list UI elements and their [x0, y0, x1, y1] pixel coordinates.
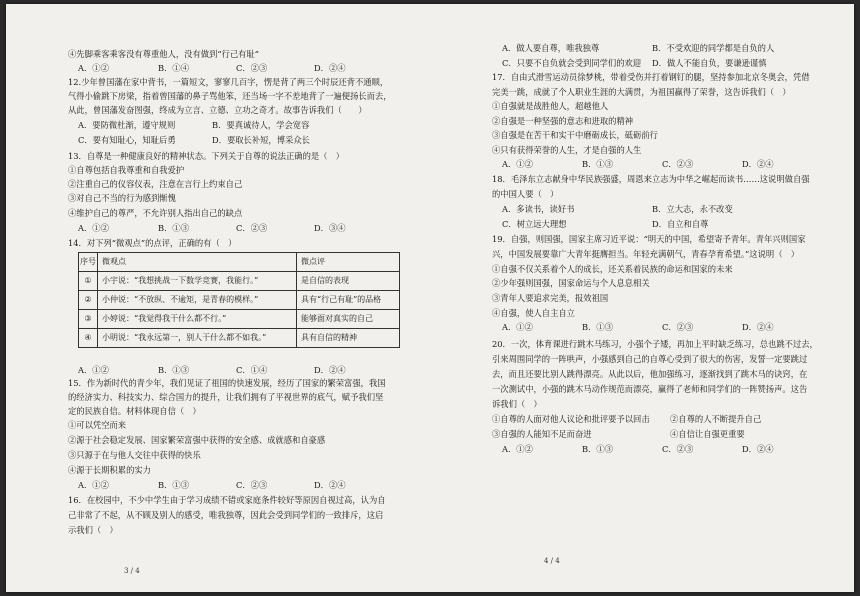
- q17-option-b: B．①③: [582, 159, 613, 169]
- q13-option-c: C．②③: [236, 223, 268, 233]
- table-cell: 是自信的表现: [297, 272, 400, 291]
- q16-line-1: 16．在校园中，不少中学生由于学习成绩不错或家庭条件较好等原因自视过高，认为自: [68, 495, 386, 505]
- q15-line-2: 的经济实力、科技实力、综合国力的提升，让我们拥有了平视世界的底气，赋予我们坚: [68, 392, 384, 402]
- q13-item-2: ②注重自己的仪容仪表，注意在言行上约束自己: [68, 179, 243, 189]
- table-header: 微观点: [98, 253, 297, 272]
- q20-line-1: 20．一次，体育课进行跳木马练习，小强个子矮，再加上平时缺乏练习，总也跳不过去，: [492, 339, 818, 349]
- q20-item-1: ①自尊的人面对他人议论和批评要予以回击: [492, 414, 650, 424]
- q11-option-d: D．②④: [314, 63, 346, 73]
- q19-item-3: ③青年人要追求完美，报效祖国: [492, 293, 609, 303]
- table-row: [79, 272, 400, 291]
- q11-option-a: A．①②: [78, 63, 109, 73]
- table-header: 微点评: [297, 253, 400, 272]
- q13-option-a: A．①②: [78, 223, 109, 233]
- q11-option-b: B．①④: [158, 63, 189, 73]
- q12-option-a: A．要防微杜渐，遵守规则: [78, 120, 176, 130]
- q11-option-c: C．②③: [236, 63, 268, 73]
- table-cell: 小仲说：“不放纵、不逾矩，是青春的模样。”: [98, 291, 297, 310]
- q16-option-b: B．不受欢迎的同学都是自负的人: [652, 43, 775, 53]
- q13-option-d: D．③④: [314, 223, 346, 233]
- q14-stem: 14．对下列“微观点”的点评，正确的有（ ）: [68, 238, 237, 248]
- q13-item-3: ③对自己不当的行为感到惭愧: [68, 193, 176, 203]
- q20-option-d: D．②④: [742, 444, 774, 454]
- q18-option-d: D．自立和自尊: [652, 219, 709, 229]
- q16-option-a: A．做人要自尊，唯我独尊: [502, 43, 600, 53]
- q20-option-a: A．①②: [502, 444, 533, 454]
- table-cell: 具有自信的精神: [297, 329, 400, 348]
- table-cell: 具有“行己有耻”的品格: [297, 291, 400, 310]
- table-row: [79, 291, 400, 310]
- q19-line-1: 19．自强，则国强，国家主席习近平说：“明天的中国，希望寄予青年。青年兴则国家: [492, 234, 806, 244]
- table-cell: 小婷说：“我觉得我干什么都不行。”: [98, 310, 297, 329]
- page-number-right: 4 / 4: [544, 557, 560, 565]
- q20-item-2: ②自尊的人不断提升自己: [670, 414, 762, 424]
- q15-option-c: C．②③: [236, 480, 268, 490]
- q17-item-1: ①自强就是战胜他人，超越他人: [492, 101, 609, 111]
- q12-line-3: 从此，曾国藩发奋图强，终成为立言、立德、立功之奇才。故事告诉我们（ ）: [68, 105, 367, 115]
- q12-option-c: C．要有知耻心，知耻后勇: [78, 135, 176, 145]
- q17-item-2: ②自强是一种坚强的意志和进取的精神: [492, 116, 634, 126]
- table-row: [79, 329, 400, 348]
- q18-option-b: B．立大志，永不改变: [652, 204, 733, 214]
- q20-line-2: 引来周围同学的一阵哄声，小强感到自己的自尊心受到了很大的伤害，发誓一定要跳过: [492, 354, 808, 364]
- q19-item-2: ②少年强则国强，国家命运与个人息息相关: [492, 278, 650, 288]
- q16-option-d: D．做人不能自负，要谦逊谨慎: [652, 58, 767, 68]
- q15-line-3: 定的民族自信。材料体现自信（ ）: [68, 406, 201, 416]
- q13-option-b: B．①③: [158, 223, 189, 233]
- exam-sheet: [6, 4, 854, 592]
- q18-option-c: C．树立远大理想: [502, 219, 567, 229]
- q19-option-b: B．①③: [582, 322, 613, 332]
- q18-line-2: 的中国人要（ ）: [492, 189, 559, 199]
- q18-line-1: 18．毛泽东立志献身中华民族强盛，周恩来立志为中华之崛起而读书……这说明做自强: [492, 174, 810, 184]
- q12-option-d: D．要取长补短，博采众长: [212, 135, 310, 145]
- q18-option-a: A．多读书，读好书: [502, 204, 575, 214]
- table-row: [79, 310, 400, 329]
- q15-option-b: B．①③: [158, 480, 189, 490]
- q15-line-1: 15．作为新时代的青少年，我们见证了祖国的快速发展，经历了国家的繁荣富强，我国: [68, 378, 386, 388]
- q20-option-b: B．①③: [582, 444, 613, 454]
- q11-item4: ④先脚乘客乘客没有尊重他人，没有做到“行己有耻”: [68, 49, 260, 59]
- q20-item-3: ③自强的人能知不足而奋进: [492, 429, 592, 439]
- q15-item-3: ③只源于在与他人交往中获得的快乐: [68, 450, 201, 460]
- page-number-left: 3 / 4: [124, 567, 140, 575]
- q19-option-c: C．②③: [662, 322, 694, 332]
- q20-line-3: 去，而且还要比别人跳得漂亮。从此以后，他加强练习，逐渐找到了跳木马的诀窍，在: [492, 369, 808, 379]
- table-cell: ②: [79, 291, 98, 310]
- q16-line-2: 己非常了不起，从不顾及别人的感受，唯我独尊，因此会受到同学们的一致排斥，这启: [68, 510, 384, 520]
- q19-item-4: ④自强，使人自主自立: [492, 308, 575, 318]
- q15-item-4: ④源于长期积累的实力: [68, 465, 151, 475]
- table-cell: 能够面对真实的自己: [297, 310, 400, 329]
- q17-item-4: ④只有获得荣誉的人生，才是自强的人生: [492, 145, 642, 155]
- page-4-column: [492, 4, 818, 592]
- q19-option-d: D．②④: [742, 322, 774, 332]
- q16-option-c: C．只要不自负就会受到同学们的欢迎: [502, 58, 642, 68]
- q20-item-4: ④自信让自强更重要: [670, 429, 745, 439]
- q20-line-4: 一次测试中，小强的跳木马动作规范而漂亮，赢得了老师和同学们的一阵赞扬声。这告: [492, 384, 808, 394]
- q17-option-a: A．①②: [502, 159, 533, 169]
- q17-option-c: C．②③: [662, 159, 694, 169]
- q15-option-a: A．①②: [78, 480, 109, 490]
- table-header-row: [79, 253, 400, 272]
- q13-stem: 13．自尊是一种健康良好的精神状态。下列关于自尊的说法正确的是（ ）: [68, 151, 345, 161]
- q13-item-1: ①自尊包括自我尊重和自我爱护: [68, 165, 185, 175]
- q15-item-1: ①可以凭空而来: [68, 420, 127, 430]
- q17-line-1: 17．自由式滑雪运动员徐梦桃，带着受伤并打着钢钉的腿，坚持参加北京冬奥会，凭借: [492, 72, 810, 82]
- q16-line-3: 示我们（ ）: [68, 525, 118, 535]
- q13-item-4: ④维护自己的尊严，不允许别人指出自己的缺点: [68, 208, 243, 218]
- q17-item-3: ③自强是在苦干和实干中磨砺成长，砥砺前行: [492, 130, 658, 140]
- q20-line-5: 诉我们（ ）: [492, 399, 542, 409]
- table-cell: 小宇说：“我想挑战一下数学竞赛，我能行。”: [98, 272, 297, 291]
- q19-line-2: 兴，中国发展要靠广大青年挺膺担当。年轻充满朝气，青春孕育希望。”这说明（ ）: [492, 249, 800, 259]
- table-cell: ①: [79, 272, 98, 291]
- page-3-column: [68, 4, 418, 592]
- q14-table: [78, 252, 400, 348]
- table-cell: 小明说：“我永远第一，别人干什么都不如我。”: [98, 329, 297, 348]
- q19-option-a: A．①②: [502, 322, 533, 332]
- q15-option-d: D．②④: [314, 480, 346, 490]
- table-header: 序号: [79, 253, 98, 272]
- q14-option-d: D．②④: [314, 365, 346, 375]
- q14-option-b: B．①③: [158, 365, 189, 375]
- q17-option-d: D．②④: [742, 159, 774, 169]
- q15-item-2: ②源于社会稳定发展、国家繁荣富强中获得的安全感、成就感和自豪感: [68, 435, 326, 445]
- q19-item-1: ①自强不仅关系着个人的成长，还关系着民族的命运和国家的未来: [492, 264, 733, 274]
- table-cell: ④: [79, 329, 98, 348]
- table-cell: ③: [79, 310, 98, 329]
- q14-option-c: C．①④: [236, 365, 268, 375]
- q12-option-b: B．要真诚待人，学会宽容: [212, 120, 310, 130]
- q14-option-a: A．①②: [78, 365, 109, 375]
- q12-line-2: 气得小偷跳下房梁，指着曾国藩的鼻子骂他笨，还当场一字不差地背了一遍便扬长而去，: [68, 91, 392, 101]
- q20-option-c: C．②③: [662, 444, 694, 454]
- q17-line-2: 完美一跳，成就了个人职业生涯的大满贯，为祖国赢得了荣誉，这告诉我们（ ）: [492, 87, 791, 97]
- q12-line-1: 12.少年曾国藩在家中背书，一篇短文，寥寥几百字，愣是背了两三个时辰还背不通顺，: [68, 77, 389, 87]
